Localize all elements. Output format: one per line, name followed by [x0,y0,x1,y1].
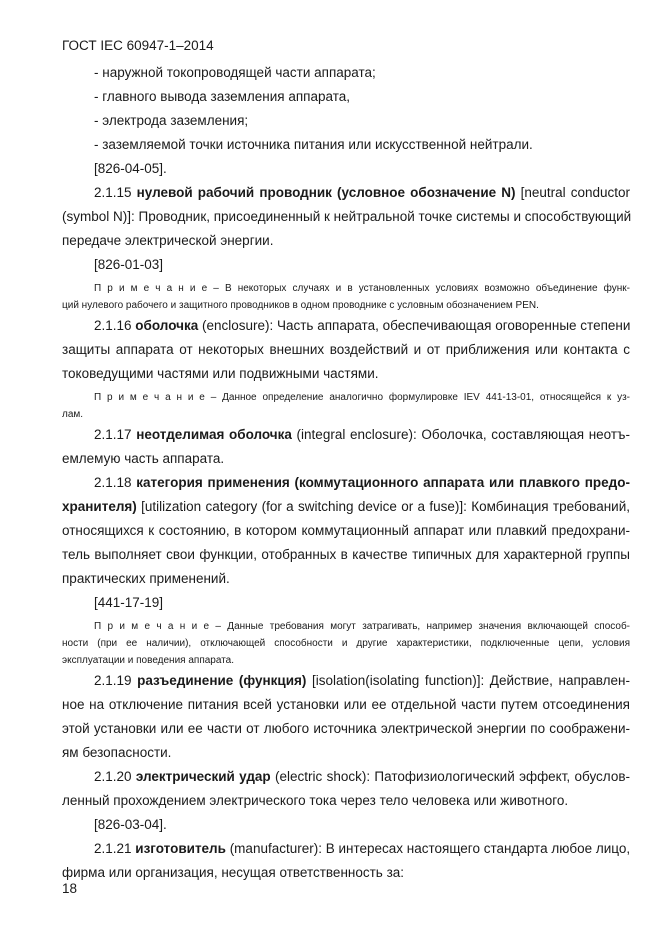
paragraph-line: ленный прохождением электрического тока через тело человека или животного. [62,793,569,808]
paragraph-line: относящихся к состоянию, в котором коммутационный аппарат или плавкий предохрани- [62,523,630,538]
list-item: - наружной токопроводящей части аппарата; [94,65,376,80]
paragraph-line: практических применений. [62,571,230,586]
paragraph-line: ям безопасности. [62,745,172,760]
reference: [826-01-03] [94,257,164,272]
reference: [826-03-04]. [94,817,167,832]
note-line: лам. [62,409,84,420]
paragraph-line: емлемую часть аппарата. [62,451,225,466]
note: П р и м е ч а н и е – Данные требования могут затрагивать, например значения включающей способ- [94,621,631,632]
page-number: 18 [62,881,78,896]
note: П р и м е ч а н и е – Данное определение аналогично формулировке IEV 441-13-01, относящейся к уз- [94,392,630,403]
list-item: - электрода заземления; [94,113,249,128]
list-item: - заземляемой точки источника питания или искусственной нейтрали. [94,137,533,152]
term-2-1-19: 2.1.19 разъединение (функция) [isolation(isolating function)]: Действие, направлен- [94,673,630,688]
term-2-1-20: 2.1.20 электрический удар (electric shock): Патофизиологический эффект, обуслов- [94,769,631,784]
paragraph-line: тель выполняет свои функции, отобранных в качестве типичных для характерной группы [62,547,630,562]
note-line: ций нулевого рабочего и защитного проводников в одном проводнике с условным обозначением PEN. [62,300,539,311]
note-line: эксплуатации и поведения аппарата. [62,655,235,666]
document-header: ГОСТ IEC 60947-1–2014 [62,38,214,53]
paragraph-line: хранителя) [utilization category (for a switching device or a fuse)]: Комбинация требований, [62,499,630,514]
list-item: - главного вывода заземления аппарата, [94,89,350,104]
paragraph-line: токоведущими частями или подвижными частями. [62,366,379,381]
paragraph-line: ное на отключение питания всей установки или ее отдельной части путем отсоединения [62,697,630,712]
term-2-1-15: 2.1.15 нулевой рабочий проводник (условное обозначение N) [neutral conductor [94,185,630,200]
reference: [441-17-19] [94,595,164,610]
paragraph-line: защиты аппарата от некоторых внешних воздействий и от приближения или контакта с [62,342,630,357]
term-2-1-16: 2.1.16 оболочка (enclosure): Часть аппарата, обеспечивающая оговоренные степени [94,318,631,333]
note-line: ности (при ее наличии), отключающей способности и другие характеристики, подключенные цепи, условия [62,638,630,649]
reference: [826-04-05]. [94,161,167,176]
paragraph-line: фирма или организация, несущая ответственность за: [62,865,405,880]
paragraph-line: этой установки или ее части от любого источника электрической энергии по соображени- [62,721,630,736]
term-2-1-17: 2.1.17 неотделимая оболочка (integral enclosure): Оболочка, составляющая неотъ- [94,427,630,442]
paragraph-line: передаче электрической энергии. [62,233,274,248]
term-2-1-18: 2.1.18 категория применения (коммутационного аппарата или плавкого предо- [94,475,630,490]
paragraph-line: (symbol N)]: Проводник, присоединенный к нейтральной точке системы и способствующий [62,209,632,224]
note: П р и м е ч а н и е – В некоторых случаях и в установленных условиях возможно объединение функ- [94,283,630,294]
term-2-1-21: 2.1.21 изготовитель (manufacturer): В интересах настоящего стандарта любое лицо, [94,841,631,856]
